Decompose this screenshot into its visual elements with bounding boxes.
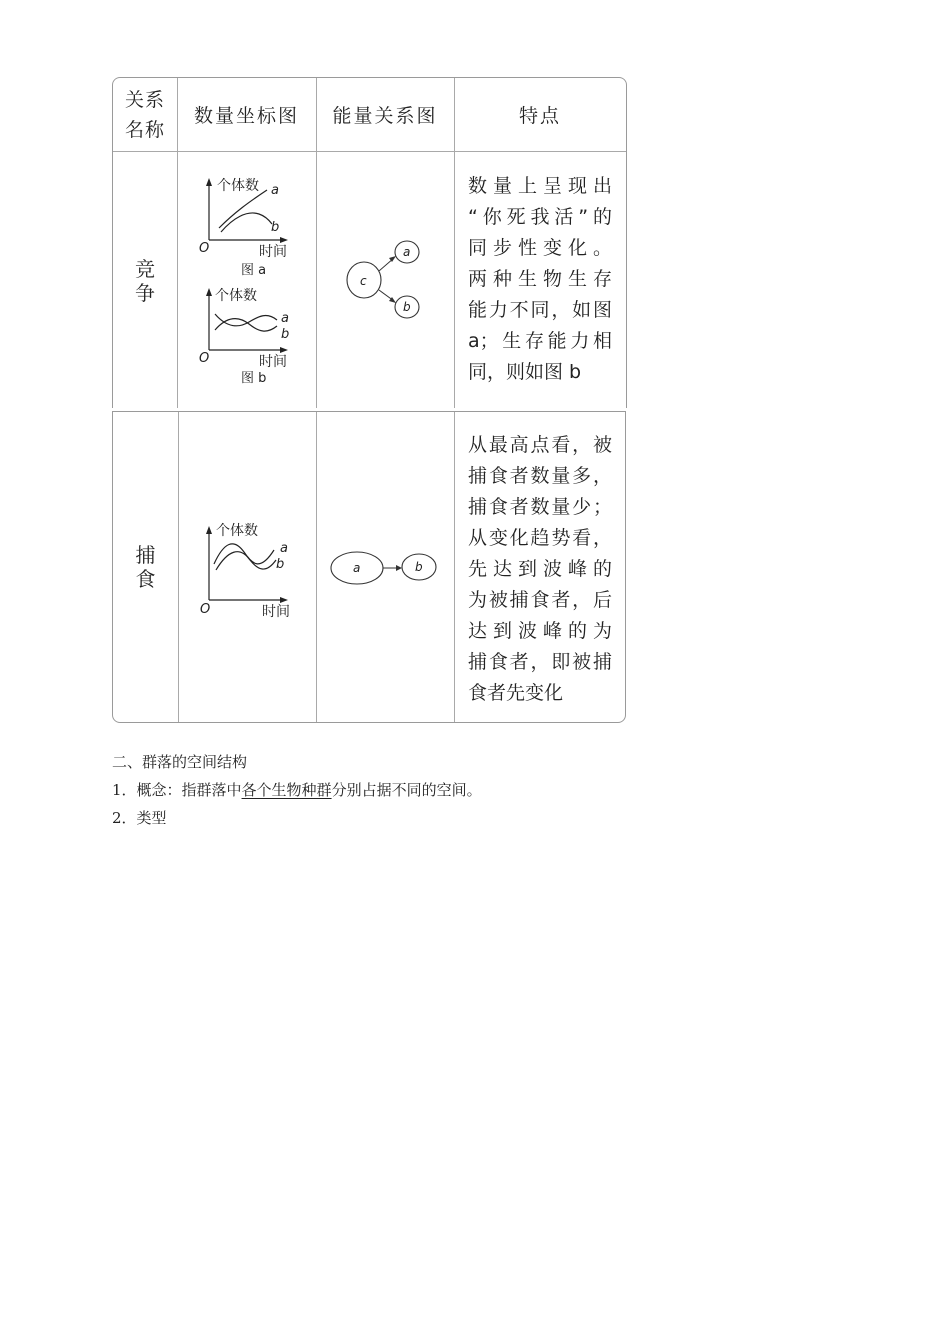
feature-line: 达到波峰的为 <box>468 620 612 642</box>
concept-suffix: 分别占据不同的空间。 <box>331 781 482 799</box>
predation-energy-svg <box>316 412 454 722</box>
concept-underlined: 各个生物种群 <box>241 781 332 799</box>
row-name-competition <box>113 152 177 409</box>
graph-b-series-a: a <box>281 311 289 326</box>
header-energy: 能量关系图 <box>332 105 438 127</box>
relationship-table-top <box>112 77 627 408</box>
graph-a-xlabel: 时间 <box>259 244 287 260</box>
feature-line: a；生存能力相 <box>468 330 612 352</box>
graph-b-curve-a <box>215 314 277 326</box>
types-line: 2．类型 <box>112 809 167 827</box>
predation-ylabel: 个体数 <box>216 523 258 539</box>
feature-line: 捕食者，即被捕 <box>468 651 612 673</box>
feature-line: 捕食者数量少； <box>468 496 612 518</box>
feature-line: 同，则如图 b <box>468 361 582 383</box>
feature-line: 同步性变化。 <box>468 237 612 259</box>
predation-feature-text <box>468 430 612 709</box>
row-name-char: 捕 <box>135 543 156 567</box>
feature-line: 数量上呈现出 <box>468 175 612 197</box>
graph-b-origin: O <box>199 351 210 366</box>
predation-graph <box>178 412 316 722</box>
header-name-line1: 关系 <box>124 88 165 111</box>
header-graph: 数量坐标图 <box>193 105 299 127</box>
feature-line: 先达到波峰的 <box>468 558 612 580</box>
graph-a-series-a: a <box>271 183 279 198</box>
node-a-label: a <box>353 561 361 575</box>
header-feature: 特点 <box>518 105 561 127</box>
predation-series-b: b <box>276 557 285 572</box>
feature-line: 从最高点看，被 <box>468 434 612 456</box>
graph-a-caption: 图 a <box>241 263 267 278</box>
row-name-char: 食 <box>135 567 156 591</box>
concept-line <box>112 779 482 800</box>
feature-line: 食者先变化 <box>468 682 564 704</box>
graph-b-series-b: b <box>281 327 290 342</box>
predation-graph-svg <box>178 412 316 722</box>
competition-graphs <box>177 152 316 409</box>
relationship-table-bottom <box>112 411 626 723</box>
competition-graph-svg <box>177 152 316 409</box>
graph-b <box>199 287 289 386</box>
graph-b-curve-b <box>215 319 277 331</box>
feature-line: 能力不同，如图 <box>468 299 612 321</box>
node-c-label: c <box>360 274 367 288</box>
feature-line: “你死我活”的 <box>468 206 612 228</box>
header-name-line2: 名称 <box>124 118 165 141</box>
competition-feature-text <box>468 171 612 388</box>
graph-b-caption: 图 b <box>241 371 267 386</box>
graph-b-ylabel: 个体数 <box>215 288 257 304</box>
node-a-label: a <box>403 245 411 259</box>
graph-a-series-b: b <box>271 220 280 235</box>
competition-energy-diagram <box>316 152 454 409</box>
predation-origin: O <box>200 602 211 617</box>
predation-xlabel: 时间 <box>262 604 290 620</box>
row-name-predation <box>113 412 178 722</box>
concept-prefix: 1．概念：指群落中 <box>112 781 242 799</box>
node-b-label: b <box>403 300 411 314</box>
feature-line: 两种生物生存 <box>468 268 612 290</box>
row-name-char: 争 <box>135 280 155 305</box>
graph-b-xlabel: 时间 <box>259 354 287 370</box>
feature-line: 从变化趋势看， <box>468 527 612 549</box>
graph-a-origin: O <box>199 241 210 256</box>
graph-a-curve-a <box>219 190 267 228</box>
graph-a-ylabel: 个体数 <box>217 178 259 194</box>
predation-energy-diagram <box>316 412 454 722</box>
header-name <box>113 78 177 151</box>
competition-energy-svg <box>316 152 454 409</box>
row-name-char: 竞 <box>135 256 155 281</box>
graph-a <box>199 177 288 278</box>
feature-line: 为被捕食者，后 <box>468 589 612 611</box>
predation-series-a: a <box>280 541 288 556</box>
graph-a-curve-b <box>221 213 272 232</box>
column-divider <box>454 412 455 722</box>
section-heading: 二、群落的空间结构 <box>112 753 248 771</box>
feature-line: 捕食者数量多， <box>468 465 612 487</box>
node-b-label: b <box>415 560 423 574</box>
